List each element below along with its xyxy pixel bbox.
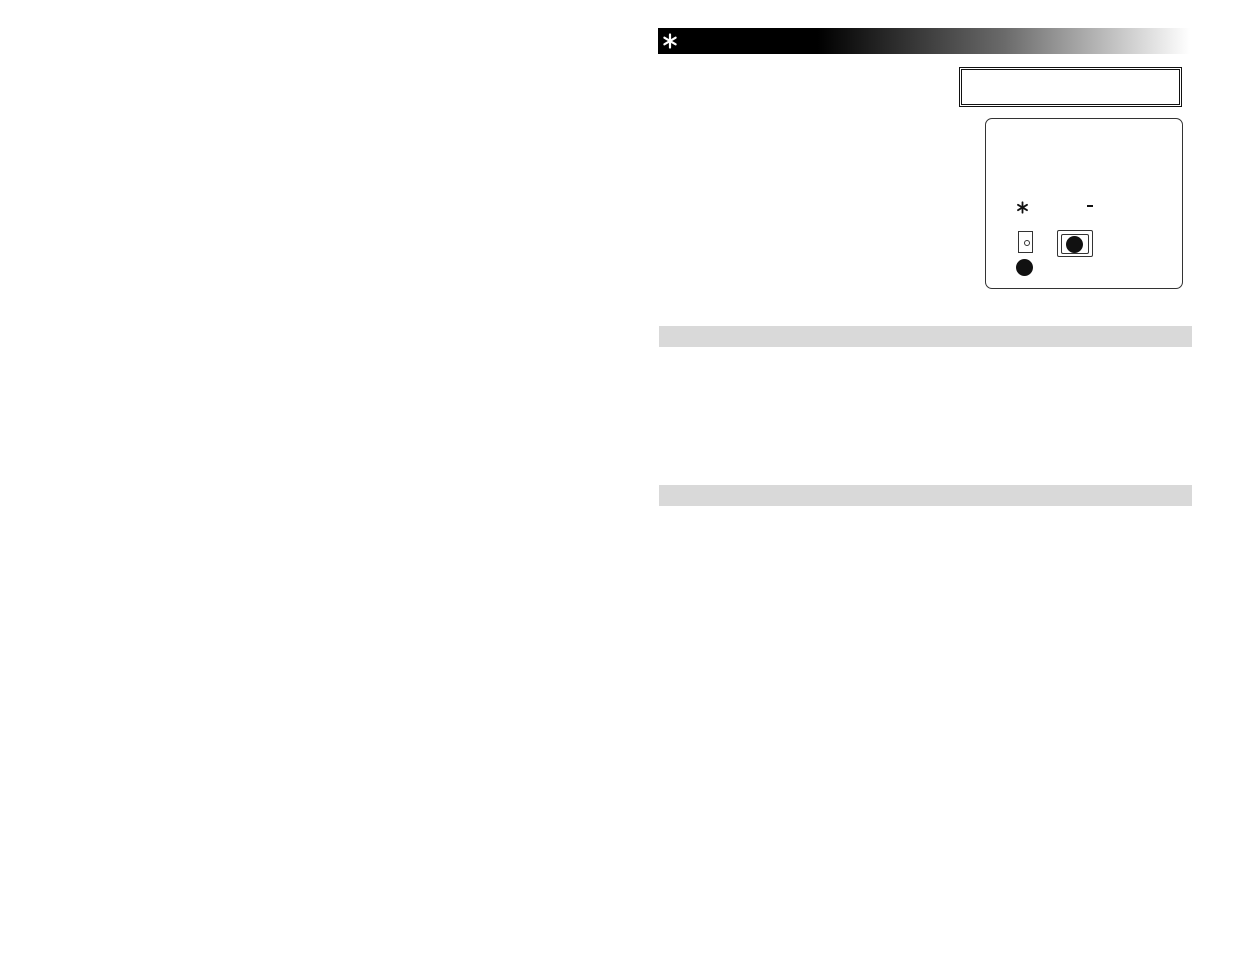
ion-star-icon [1016,201,1029,214]
device-ion-logo [1016,201,1031,214]
party-rocker-logo [1087,205,1093,207]
power-switch-icon [1018,231,1033,253]
ion-logo [662,31,682,51]
warning-box [959,67,1182,107]
ion-star-icon [662,33,678,49]
felsokning-heading [659,326,1192,347]
callout-9 [1066,236,1083,253]
bluetooth-heading [659,485,1192,506]
header-bar [658,28,1190,54]
callout-8 [1016,259,1033,276]
device-illustration [985,118,1183,289]
